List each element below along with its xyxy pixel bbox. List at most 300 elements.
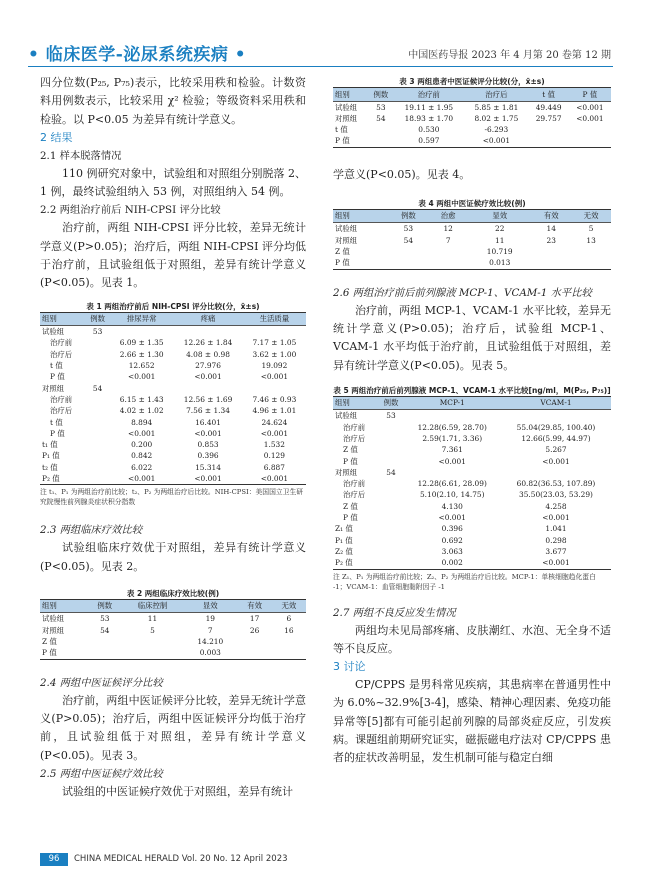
table4-cell — [428, 246, 468, 257]
table1-row — [40, 405, 306, 416]
paragraph-stats: 四分位数(P₂₅, P₇₅)表示，比较采用秩和检验。计数资料用例数表示，比较采用 χ² 检验；等级资料采用秩和检验。以 P<0.05 为差异有统计学意义。 — [40, 76, 306, 126]
table5-cell: 0.298 — [545, 535, 567, 545]
table5-cell: 55.04(29.85, 100.40) — [516, 422, 596, 432]
table1-header-cell: 组别 — [40, 312, 85, 326]
table2-cell: 19 — [205, 614, 215, 624]
table5-cell: 60.82(36.53, 107.89) — [516, 479, 596, 489]
table5-cell: Z 值 — [343, 501, 358, 511]
table2-cell — [237, 636, 271, 647]
table1-cell: 12.652 — [128, 361, 155, 371]
table5-cell — [378, 422, 403, 433]
table4-cell: 对照组 — [335, 235, 358, 245]
page-number: 96 — [40, 853, 68, 866]
table5-cell: P₁ 值 — [335, 535, 353, 545]
table5-cell — [378, 512, 403, 523]
table2-header-cell: 临床控制 — [122, 599, 183, 613]
table3-cell: 0.530 — [418, 125, 440, 135]
table5-cell: <0.001 — [542, 558, 570, 568]
table5-header-cell: VCAM-1 — [501, 396, 611, 410]
table1-cell — [85, 462, 110, 473]
table5-cell: <0.001 — [438, 513, 466, 523]
table5-row — [333, 557, 611, 569]
table4-cell: 22 — [495, 224, 505, 234]
table5-row — [333, 410, 611, 422]
table1-cell — [173, 326, 242, 338]
table5-cell: <0.001 — [438, 456, 466, 466]
table5-cell — [378, 501, 403, 512]
table1-cell: 6.022 — [131, 462, 153, 472]
table5-row — [333, 478, 611, 489]
table4-cell — [388, 257, 428, 269]
table1-header-cell: 例数 — [85, 312, 110, 326]
table3-header-cell: t 值 — [529, 88, 569, 102]
table1-cell: <0.001 — [194, 428, 222, 438]
header-rule — [28, 66, 613, 67]
heading-2-1: 2.1 样本脱落情况 — [40, 149, 122, 162]
table3-cell: t 值 — [335, 125, 348, 135]
table1-row — [40, 337, 306, 348]
paragraph-2-5: 试验组的中医证候疗效优于对照组，差异有统计 — [62, 784, 293, 798]
table1-header-row — [40, 312, 306, 326]
table1-cell: t 值 — [50, 361, 63, 371]
table3 — [333, 87, 611, 148]
paragraph-2-3: 试验组临床疗效优于对照组，差异有统计学意义(P<0.05)。见表 2。 — [40, 541, 306, 573]
table4-cell: 0.013 — [489, 258, 511, 268]
table2-cell — [272, 647, 306, 659]
table1-cell: 0.842 — [131, 451, 153, 461]
table1-row — [40, 349, 306, 360]
table3-cell — [569, 124, 611, 135]
table5-cell — [378, 478, 403, 489]
paragraph-table4-lead: 学意义(P<0.05)。见表 4。 — [333, 167, 471, 181]
table4-header-cell: 无效 — [571, 209, 611, 223]
right-column — [333, 74, 611, 768]
table5-row — [333, 444, 611, 455]
table5-row — [333, 489, 611, 500]
table3-cell: 54 — [376, 113, 386, 123]
table1-cell: 2.66 ± 1.30 — [119, 349, 164, 359]
table3-cell: 试验组 — [335, 102, 358, 112]
table5-cell — [501, 410, 611, 422]
table2-cell: 16 — [284, 625, 294, 635]
table4 — [333, 209, 611, 270]
table1-cell — [85, 417, 110, 428]
table1-cell: <0.001 — [128, 474, 156, 484]
table3-header-cell: P 值 — [569, 88, 611, 102]
table1-cell: 0.129 — [263, 451, 285, 461]
table1-cell: <0.001 — [260, 474, 289, 484]
table1-row — [40, 394, 306, 405]
table3-cell: 53 — [376, 102, 386, 112]
table2-cell — [88, 647, 122, 659]
table3-cell: -6.293 — [484, 125, 509, 135]
table1-cell: 治疗后 — [50, 349, 73, 359]
table1-row — [40, 462, 306, 473]
table5-cell: 0.692 — [441, 535, 463, 545]
table1-row — [40, 473, 306, 485]
table3-header-cell: 组别 — [333, 88, 368, 102]
paragraph-2-4: 治疗前，两组中医证候评分比较，差异无统计学意义(P>0.05)；治疗后，两组中医证候评分均低于治疗前，且试验组低于对照组，差异有统计学意义(P<0.05)。见表 3。 — [40, 693, 306, 762]
table5-cell: 5.10(2.10, 14.75) — [419, 490, 485, 500]
table5-caption: 表 5 两组治疗前后前列腺液 MCP-1、VCAM-1 水平比较[ng/ml，M(P₂₅, P₇₅)] — [333, 385, 611, 395]
table4-cell — [531, 246, 571, 257]
table4-header-cell: 治愈 — [428, 209, 468, 223]
table1-cell: P₁ 值 — [42, 451, 60, 461]
table3-cell — [368, 124, 393, 135]
table2-cell: 14.210 — [197, 637, 224, 647]
table4-cell: Z 值 — [335, 247, 350, 257]
table1-cell: 试验组 — [42, 327, 65, 337]
table1-cell: 0.853 — [197, 440, 219, 450]
table2-cell — [272, 636, 306, 647]
table3-header-cell: 治疗后 — [464, 88, 528, 102]
table1-row — [40, 360, 306, 371]
table2-cell: 6 — [286, 614, 292, 624]
table2-row — [40, 647, 306, 659]
table3-header-cell: 例数 — [368, 88, 393, 102]
table1-cell — [243, 326, 306, 338]
table4-header-row — [333, 209, 611, 223]
table3-cell: 29.757 — [535, 113, 562, 123]
table5-cell: P 值 — [343, 513, 358, 523]
table5-cell: 治疗前 — [343, 422, 366, 432]
table5-cell: 5.267 — [545, 445, 567, 455]
table5-row — [333, 523, 611, 534]
table2-cell: 试验组 — [42, 614, 65, 624]
table1-row — [40, 371, 306, 382]
table1-cell: 12.56 ± 1.69 — [183, 394, 233, 404]
table5-cell — [378, 557, 403, 569]
table5-header-cell: MCP-1 — [404, 396, 501, 410]
table1-cell: P 值 — [50, 372, 65, 382]
table5-row — [333, 546, 611, 557]
table5-cell: 试验组 — [335, 411, 358, 421]
table3-cell — [368, 135, 393, 147]
table3-row — [333, 135, 611, 147]
table2-header-cell: 组别 — [40, 599, 88, 613]
table1-cell: 治疗后 — [50, 406, 73, 416]
table4-cell: 7 — [445, 235, 451, 245]
table1-cell: 8.894 — [131, 417, 153, 427]
table5-row — [333, 535, 611, 546]
table1-cell: <0.001 — [260, 428, 289, 438]
table1-row — [40, 450, 306, 461]
table1-cell: 治疗前 — [50, 394, 73, 404]
table3-cell: <0.001 — [482, 136, 511, 146]
table5-cell — [378, 433, 403, 444]
table1-cell: 53 — [92, 327, 103, 337]
table5-cell — [501, 467, 611, 478]
table5-cell: 治疗后 — [343, 490, 366, 500]
table1-cell: t₁ 值 — [42, 440, 58, 450]
table5-cell — [378, 456, 403, 467]
table5-cell: P₂ 值 — [335, 558, 353, 568]
table1-cell — [85, 405, 110, 416]
table4-cell: 13 — [586, 235, 596, 245]
table2-cell: 5 — [150, 625, 155, 635]
table2-cell — [122, 647, 183, 659]
table1-row — [40, 439, 306, 450]
table2-cell: 26 — [249, 625, 260, 635]
table3-cell — [529, 124, 569, 135]
table1-cell: <0.001 — [194, 372, 222, 382]
table5-cell: 54 — [386, 467, 396, 477]
heading-2-3: 2.3 两组临床疗效比较 — [40, 524, 143, 537]
table2-cell: 对照组 — [42, 625, 65, 635]
table4-cell: 试验组 — [335, 224, 358, 234]
table5-cell: 0.002 — [441, 558, 463, 568]
paragraph-discussion: CP/CPPS 是男科常见疾病，其患病率在普通男性中为 6.0%~32.9%[3-4]，感染、精神心理因素、免疫功能异常等[5]都有可能引起前列腺的局部炎症反应，引发疾病。课题组前期研究证实，磁振磁电疗法对 CP/CPPS 患者的症状改善明显，发生机制可能与稳定白细 — [333, 678, 611, 765]
table2-cell: 17 — [249, 614, 260, 624]
table5-cell: 治疗后 — [343, 433, 366, 443]
table1-cell: 19.092 — [261, 361, 288, 371]
table5-cell: 对照组 — [335, 467, 358, 477]
table5-cell — [378, 489, 403, 500]
table1-cell: 6.09 ± 1.35 — [119, 338, 164, 348]
table5-row — [333, 433, 611, 444]
table3-cell — [569, 135, 611, 147]
table4-cell: 54 — [403, 235, 414, 245]
table4-row — [333, 223, 611, 235]
table1-cell — [85, 428, 110, 439]
heading-discussion: 3 讨论 — [333, 660, 366, 674]
table1-cell: 4.02 ± 1.02 — [119, 406, 164, 416]
table3-cell — [529, 135, 569, 147]
table3-caption: 表 3 两组患者中医证候评分比较(分，x̄±s) — [399, 77, 545, 86]
heading-results: 2 结果 — [40, 130, 73, 144]
table3-header-cell: 治疗前 — [394, 88, 465, 102]
table5-row — [333, 422, 611, 433]
table2-row — [40, 636, 306, 647]
table4-row — [333, 246, 611, 257]
table5-cell: 0.396 — [441, 524, 463, 534]
table4-cell: 5 — [588, 224, 594, 234]
table4-cell: 10.719 — [486, 247, 513, 257]
table4-cell: 14 — [546, 224, 556, 234]
table4-cell: P 值 — [335, 258, 350, 268]
table5-cell — [378, 523, 403, 534]
table2-row — [40, 613, 306, 625]
table1-cell: 15.314 — [195, 462, 221, 472]
table5 — [333, 396, 611, 570]
heading-2-6: 2.6 两组治疗前后前列腺液 MCP-1、VCAM-1 水平比较 — [333, 286, 592, 299]
table3-row — [333, 124, 611, 135]
table1-caption: 表 1 两组治疗前后 NIH-CPSI 评分比较(分，x̄±s) — [86, 301, 260, 311]
table2-cell — [122, 636, 183, 647]
table5-header-row — [333, 396, 611, 410]
table1-cell: 27.976 — [195, 361, 221, 371]
table1-header-cell: 生活质量 — [243, 312, 306, 326]
table2-cell: 7 — [207, 625, 213, 635]
table2-cell: 54 — [100, 625, 110, 635]
table1-cell: 4.96 ± 1.01 — [252, 406, 297, 416]
table5-cell: Z 值 — [343, 445, 358, 455]
heading-2-4: 2.4 两组中医证候评分比较 — [40, 676, 163, 689]
table5-cell — [404, 467, 501, 478]
table1-cell: <0.001 — [260, 372, 289, 382]
table5-cell: 35.50(23.03, 53.29) — [519, 490, 593, 500]
table2-caption: 表 2 两组临床疗效比较(例) — [126, 588, 220, 598]
table1-cell — [243, 383, 306, 394]
paragraph-2-2: 治疗前，两组 NIH-CPSI 评分比较，差异无统计学意义(P>0.05)；治疗后，两组 NIH-CPSI 评分均低于治疗前，且试验组低于对照组，差异有统计学意义(P<0.05)。见表 1。 — [40, 221, 306, 290]
table2-cell: 0.003 — [199, 648, 221, 658]
table1-cell: <0.001 — [128, 428, 156, 438]
table5-note: 注 Z₁、P₁ 为两组治疗前比较；Z₂、P₂ 为两组治疗后比较。MCP-1：单核细胞趋化蛋白 -1；VCAM-1：血管细胞黏附因子 -1 — [333, 572, 596, 591]
table4-header-cell: 组别 — [333, 209, 388, 223]
table1-cell: P 值 — [50, 428, 65, 438]
table3-header-row — [333, 88, 611, 102]
table1-cell: <0.001 — [128, 372, 156, 382]
table3-cell: 对照组 — [335, 113, 358, 123]
heading-2-7: 2.7 两组不良反应发生情况 — [333, 606, 456, 619]
table5-cell: 治疗前 — [343, 479, 366, 489]
table4-header-cell: 例数 — [388, 209, 428, 223]
heading-2-2: 2.2 两组治疗前后 NIH-CPSI 评分比较 — [40, 204, 221, 217]
table4-cell — [531, 257, 571, 269]
table1-cell — [85, 450, 110, 461]
table3-cell: 18.93 ± 1.70 — [404, 113, 454, 123]
table1-cell: 54 — [92, 383, 103, 393]
paragraph-2-1: 110 例研究对象中，试验组和对照组分别脱落 2、1 例，最终试验组纳入 53 例，对照组纳入 54 例。 — [40, 166, 306, 199]
table2-header-row — [40, 599, 306, 613]
table5-row — [333, 467, 611, 478]
table1 — [40, 312, 306, 486]
table5-row — [333, 501, 611, 512]
table5-row — [333, 456, 611, 467]
table5-header-cell: 例数 — [378, 396, 403, 410]
table5-row — [333, 512, 611, 523]
table1-cell — [110, 383, 173, 394]
table4-cell: 11 — [495, 235, 505, 245]
paragraph-2-6: 治疗前，两组 MCP-1、VCAM-1 水平比较，差异无统计学意义(P>0.05)；治疗后，试验组 MCP-1、VCAM-1 水平均低于治疗前，且试验组低于对照组，差异有统计学意义(P<0.05)。见表 5。 — [333, 303, 611, 372]
table1-cell — [85, 473, 110, 485]
table5-cell — [404, 410, 501, 422]
table4-header-cell: 显效 — [468, 209, 531, 223]
table4-cell — [571, 257, 611, 269]
table1-row — [40, 383, 306, 394]
table1-cell: 7.17 ± 1.05 — [252, 338, 297, 348]
table5-cell: 3.063 — [441, 546, 463, 556]
table5-cell: 4.258 — [545, 501, 567, 511]
table2-cell: Z 值 — [42, 637, 57, 647]
table1-cell — [85, 360, 110, 371]
table3-cell: <0.001 — [576, 102, 604, 112]
table4-row — [333, 235, 611, 246]
table1-cell: 7.46 ± 0.93 — [252, 394, 297, 404]
table3-cell: 5.85 ± 1.81 — [474, 102, 519, 112]
table2-row — [40, 625, 306, 636]
footer-journal: CHINA MEDICAL HERALD Vol. 20 No. 12 April 2023 — [74, 854, 288, 864]
table1-cell: 0.396 — [197, 451, 219, 461]
table5-cell: 2.59(1.71, 3.36) — [422, 433, 483, 443]
table5-cell: Z₂ 值 — [335, 546, 353, 556]
paragraph-2-7: 两组均未见局部疼痛、皮肤潮红、水泡、无全身不适等不良反应。 — [333, 623, 611, 655]
table1-cell: P₂ 值 — [42, 474, 60, 484]
table1-cell: 1.532 — [263, 440, 285, 450]
table2-cell — [88, 636, 122, 647]
table2-cell — [237, 647, 271, 659]
table3-cell: P 值 — [335, 136, 350, 146]
table1-header-cell: 排尿异常 — [110, 312, 173, 326]
table2-cell: P 值 — [42, 648, 57, 658]
table5-cell — [378, 444, 403, 455]
table3-cell: 8.02 ± 1.75 — [474, 113, 519, 123]
table5-cell: 12.28(6.61, 28.09) — [417, 479, 487, 489]
table1-cell: 7.56 ± 1.34 — [186, 406, 230, 416]
table5-cell: 1.041 — [545, 524, 567, 534]
table5-cell: <0.001 — [542, 513, 570, 523]
table3-cell: 19.11 ± 1.95 — [404, 102, 454, 112]
table2-cell: 53 — [100, 614, 110, 624]
left-column — [40, 74, 306, 801]
table5-cell: <0.001 — [542, 456, 570, 466]
table5-cell: 53 — [386, 411, 396, 421]
table1-cell: t 值 — [50, 417, 63, 427]
heading-2-5: 2.5 两组中医证候疗效比较 — [40, 767, 163, 780]
table5-cell: 12.66(5.99, 44.97) — [521, 433, 591, 443]
table1-cell: 12.26 ± 1.84 — [183, 338, 233, 348]
table1-row — [40, 417, 306, 428]
table1-cell: 16.401 — [195, 417, 221, 427]
table1-cell — [85, 439, 110, 450]
table4-header-cell: 有效 — [531, 209, 571, 223]
journal-header: 中国医药导报 2023 年 4 月第 20 卷第 12 期 — [408, 50, 611, 61]
table5-cell: 3.677 — [545, 546, 567, 556]
table4-caption: 表 4 两组中医证候疗效比较(例) — [418, 198, 526, 208]
table5-cell: P 值 — [343, 456, 358, 466]
table2-header-cell: 有效 — [237, 599, 271, 613]
table1-row — [40, 428, 306, 439]
table2-header-cell: 例数 — [88, 599, 122, 613]
table1-cell: 治疗前 — [50, 338, 73, 348]
table2-header-cell: 无效 — [272, 599, 306, 613]
table3-cell: 49.449 — [535, 102, 562, 112]
table5-cell — [378, 546, 403, 557]
table2 — [40, 599, 306, 660]
table4-cell: 23 — [546, 235, 556, 245]
table1-cell: 4.08 ± 0.98 — [186, 349, 230, 359]
table1-cell — [110, 326, 173, 338]
table5-cell — [378, 535, 403, 546]
table5-header-cell: 组别 — [333, 396, 378, 410]
table5-cell: 4.130 — [441, 501, 463, 511]
table3-row — [333, 101, 611, 113]
table1-cell: t₂ 值 — [42, 462, 58, 472]
table1-cell — [173, 383, 242, 394]
table3-cell: <0.001 — [576, 113, 604, 123]
table1-header-cell: 疼痛 — [173, 312, 242, 326]
table1-cell — [85, 349, 110, 360]
table4-cell — [571, 246, 611, 257]
table3-cell: 0.597 — [418, 136, 440, 146]
section-header: • 临床医学-泌尿系统疾病 • — [28, 45, 247, 65]
table1-row — [40, 326, 306, 338]
table4-cell — [388, 246, 428, 257]
table1-cell — [85, 394, 110, 405]
table1-cell: <0.001 — [194, 474, 222, 484]
table1-note: 注 t₁、P₁ 为两组治疗前比较；t₂、P₂ 为两组治疗后比较。NIH-CPSI：美国国立卫生研究院慢性前列腺炎症状积分指数 — [40, 488, 304, 507]
table1-cell: 对照组 — [42, 383, 65, 393]
table3-row — [333, 113, 611, 124]
table5-cell: Z₁ 值 — [335, 524, 353, 534]
table1-cell — [85, 337, 110, 348]
table1-cell: 0.200 — [131, 440, 153, 450]
table2-cell: 11 — [147, 614, 158, 624]
table4-row — [333, 257, 611, 269]
table1-cell: 6.887 — [263, 462, 285, 472]
table1-cell: 24.624 — [261, 417, 288, 427]
table5-cell: 7.361 — [441, 445, 463, 455]
